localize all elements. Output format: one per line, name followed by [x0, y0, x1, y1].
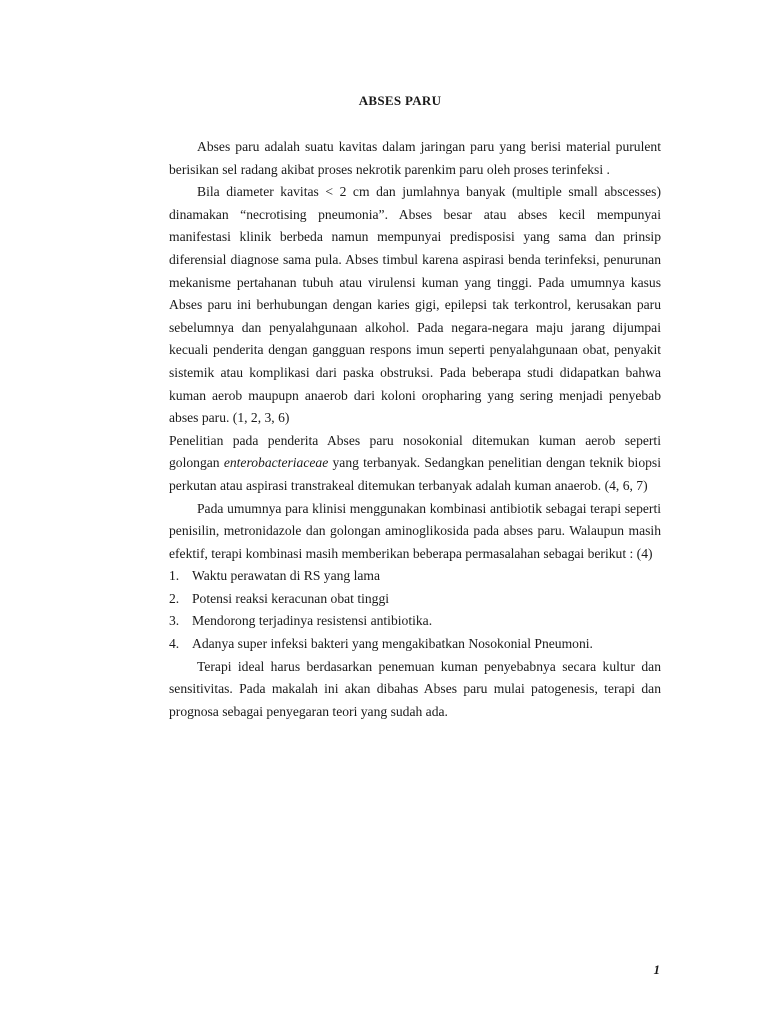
paragraph-therapy: Pada umumnya para klinisi menggunakan kombinasi antibiotik sebagai terapi seperti penisilin, metronidazole dan golongan aminoglikosida pada abses paru. Walaupun masih efektif, terapi kombinasi masih memberikan beberapa permasalahan sebagai berikut : (4)	[169, 500, 661, 561]
paragraph-etiology: Bila diameter kavitas < 2 cm dan jumlahnya banyak (multiple small abscesses) dinamakan “necrotising pneumonia”. Abses besar atau abses kecil mempunyai manifestasi klinik berbeda namun mempunyai predisposisi yang sama dan prinsip diferensial diagnose sama pula. Abses timbul karena aspirasi benda terinfeksi, penurunan mekanisme pertahanan tubuh atau virulensi kuman yang tinggi. Pada umumnya kasus Abses paru ini berhubungan dengan karies gigi, epilepsi tak terkontrol, kerusakan paru sebelumnya dan penyalahgunaan alkohol. Pada negara-negara maju jarang dijumpai kecuali penderita dengan gangguan respons imun seperti penyalahgunaan obat, penyakit sistemik atau komplikasi dari paska obstruksi. Pada beberapa studi didapatkan bahwa kuman aerob maupupn anaerob dari koloni oropharing yang sering menjadi penyebab abses paru. (1, 2, 3, 6)	[169, 184, 661, 426]
list-item	[169, 588, 661, 611]
list-item-number: 4.	[169, 636, 180, 652]
list-item	[169, 633, 661, 656]
list-item	[169, 565, 661, 588]
list-item-number: 2.	[169, 590, 180, 606]
paragraph-definition: Abses paru adalah suatu kavitas dalam jaringan paru yang berisi material purulent berisikan sel radang akibat proses nekrotik parenkim paru oleh proses terinfeksi .	[169, 139, 661, 177]
list-item-text: Adanya super infeksi bakteri yang mengakibatkan Nosokonial Pneumoni.	[192, 636, 593, 652]
paragraph-research-italic-term: enterobacteriaceae	[223, 455, 329, 471]
paragraph-research-text-start: Penelitian pada penderita Abses paru nosokonial ditemukan kuman aerob seperti golongan	[169, 432, 661, 471]
paragraph-ideal-therapy: Terapi ideal harus berdasarkan penemuan kuman penyebabnya secara kultur dan sensitivitas. Pada makalah ini akan dibahas Abses paru mulai patogenesis, terapi dan prognosa sebagai penyegaran teori yang sudah ada.	[169, 658, 661, 719]
list-item	[169, 610, 661, 633]
paragraph-research-text-end: yang terbanyak. Sedangkan penelitian dengan teknik biopsi perkutan atau aspirasi transtrakeal ditemukan terbanyak adalah kuman anaerob. (4, 6, 7)	[169, 455, 661, 493]
list-item-number: 3.	[169, 613, 180, 629]
list-item-text: Potensi reaksi keracunan obat tinggi	[192, 590, 390, 606]
page-number: 1	[653, 962, 660, 977]
list-item-number: 1.	[169, 568, 180, 584]
paragraph-research	[169, 430, 661, 498]
problem-list	[169, 565, 661, 655]
list-item-text: Mendorong terjadinya resistensi antibiotika.	[192, 613, 433, 629]
document-body	[169, 136, 661, 723]
page-title: ABSES PARU	[358, 93, 442, 108]
list-item-text: Waktu perawatan di RS yang lama	[192, 568, 381, 584]
